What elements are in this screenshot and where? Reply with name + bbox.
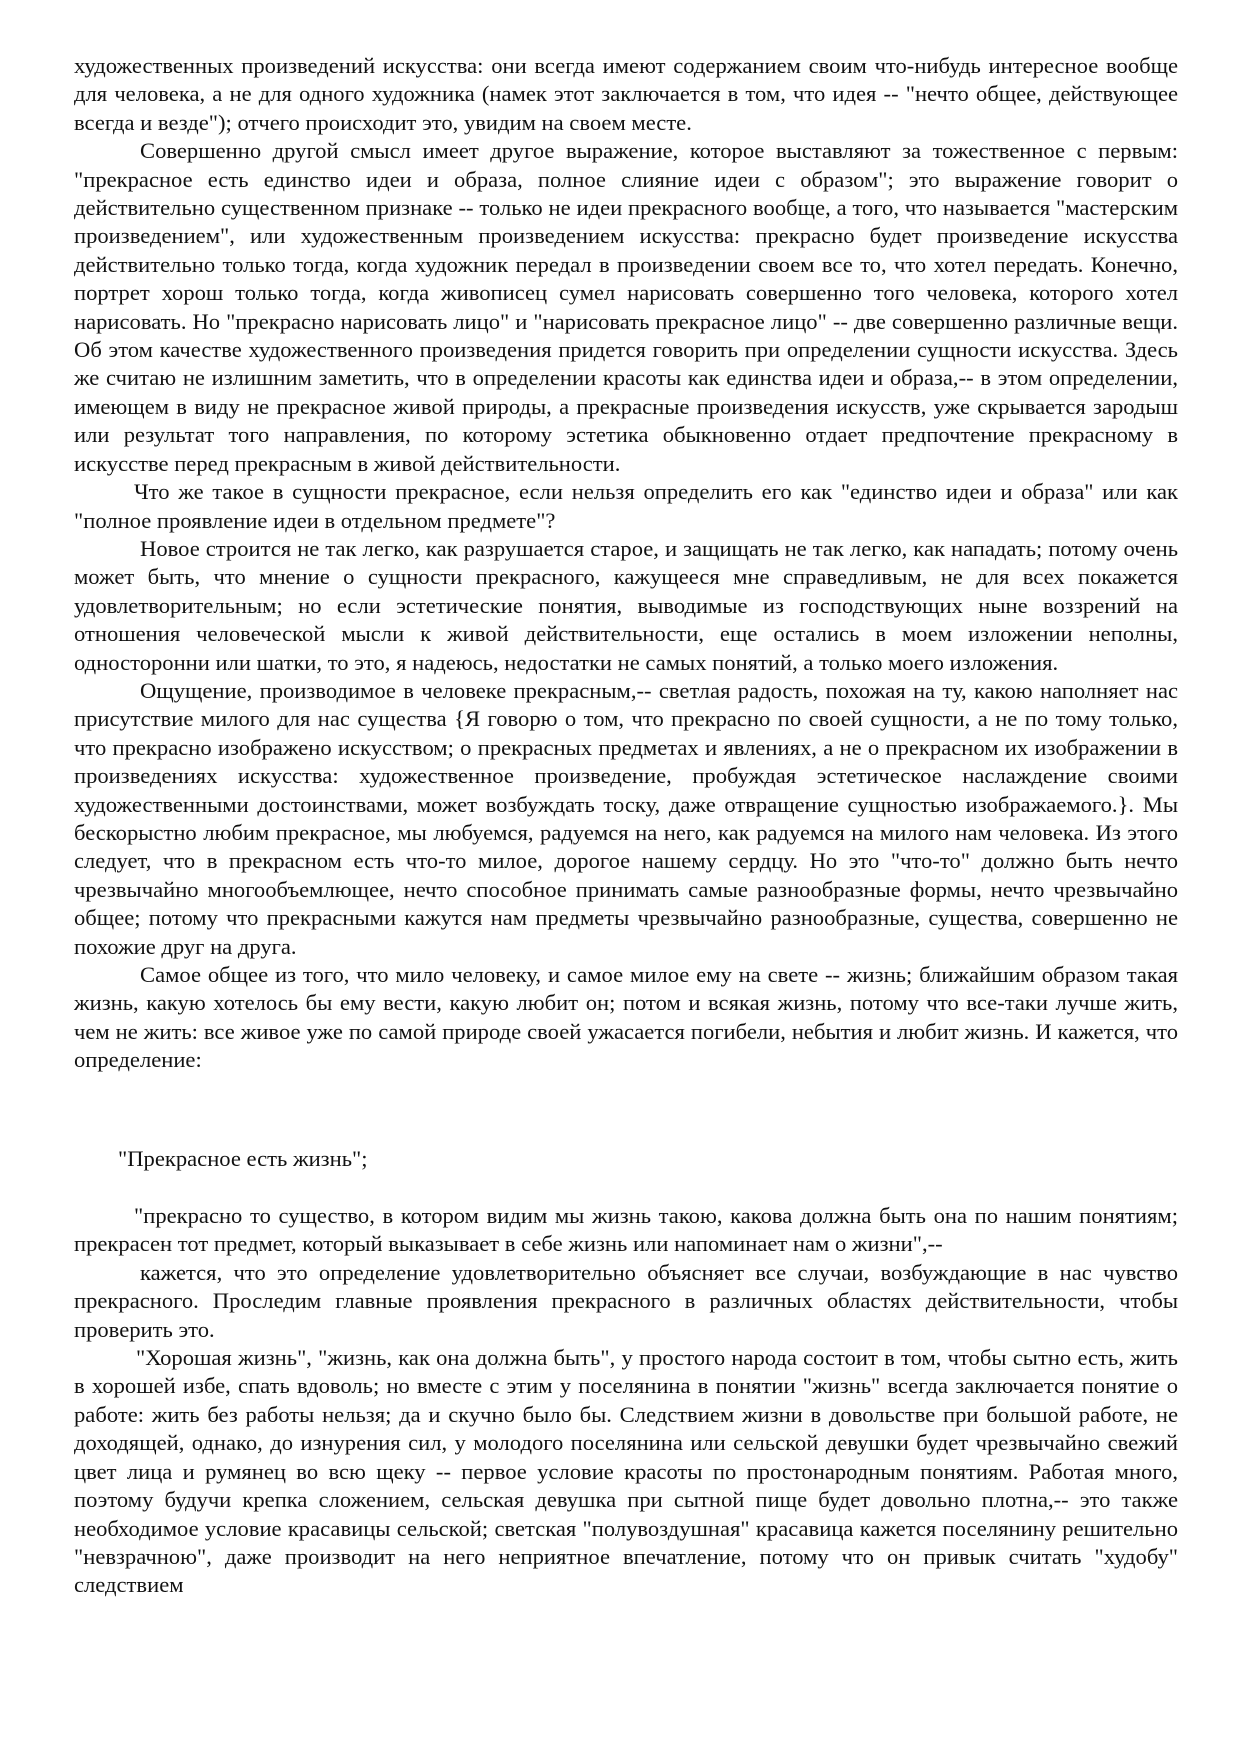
document-page: [74, 52, 1178, 1600]
spacer: [74, 1173, 1178, 1202]
paragraph-4: Новое строится не так легко, как разрушается старое, и защищать не так легко, как нападать; потому очень может быть, что мнение о сущности прекрасного, кажущееся мне справедливым, не для всех покажется удовлетворительным; но если эстетические понятия, выводимые из господствующих ныне воззрений на отношения человеческой мысли к живой действительности, еще остались в моем изложении неполны, односторонни или шатки, то это, я надеюсь, недостатки не самых понятий, а только моего изложения.: [74, 535, 1178, 675]
paragraph-7: кажется, что это определение удовлетворительно объясняет все случаи, возбуждающие в нас чувство прекрасного. Проследим главные проявления прекрасного в различных областях действительности, чтобы проверить это.: [74, 1259, 1178, 1342]
paragraph-8: "Хорошая жизнь", "жизнь, как она должна быть", у простого народа состоит в том, чтобы сытно есть, жить в хорошей избе, спать вдоволь; но вместе с этим у поселянина в понятии "жизнь" всегда заключается понятие о работе: жить без работы нельзя; да и скучно было бы. Следствием жизни в довольстве при большой работе, не доходящей, однако, до изнурения сил, у молодого поселянина или сельской девушки будет чрезвычайно свежий цвет лица и румянец во всю щеку -- первое условие красоты по простонародным понятиям. Работая много, поэтому будучи крепка сложением, сельская девушка при сытной пище будет довольно плотна,-- это также необходимое условие красавицы сельской; светская "полувоздушная" красавица кажется поселянину решительно "невзрачною", даже производит на него неприятное впечатление, потому что он привык считать "худобу" следствием: [74, 1345, 1178, 1598]
paragraph-1: художественных произведений искусства: они всегда имеют содержанием своим что-нибудь интересное вообще для человека, а не для одного художника (намек этот заключается в том, что идея -- "нечто общее, действующее всегда и везде"); отчего происходит это, увидим на своем месте.: [74, 53, 1178, 135]
paragraph-2: Совершенно другой смысл имеет другое выражение, которое выставляют за тожественное с первым: "прекрасное есть единство идеи и образа, полное слияние идеи с образом"; это выражение говорит о действительно существенном признаке -- только не идеи прекрасного вообще, а того, что называется "мастерским произведением", или художественным произведением искусства: прекрасно будет произведение искусства действительно только тогда, когда художник передал в произведении своем все то, что хотел передать. Конечно, портрет хорош только тогда, когда живописец сумел нарисовать совершенно того человека, которого хотел нарисовать. Но "прекрасно нарисовать лицо" и "нарисовать прекрасное лицо" -- две совершенно различные вещи. Об этом качестве художественного произведения придется говорить при определении сущности искусства. Здесь же считаю не излишним заметить, что в определении красоты как единства идеи и образа,-- в этом определении, имеющем в виду не прекрасное живой природы, а прекрасные произведения искусств, уже скрывается зародыш или результат того направления, по которому эстетика обыкновенно отдает предпочтение прекрасному в искусстве перед прекрасным в живой действительности.: [74, 138, 1178, 476]
paragraph-quote: "прекрасно то существо, в котором видим мы жизнь такою, какова должна быть она по нашим понятиям; прекрасен тот предмет, который выказывает в себе жизнь или напоминает нам о жизни",--: [74, 1203, 1178, 1257]
paragraph-5: Ощущение, производимое в человеке прекрасным,-- светлая радость, похожая на ту, какою наполняет нас присутствие милого для нас существа {Я говорю о том, что прекрасно по своей сущности, а не по тому только, что прекрасно изображено искусством; о прекрасных предметах и явлениях, а не о прекрасном их изображении в произведениях искусства: художественное произведение, пробуждая эстетическое наслаждение своими художественными достоинствами, может возбуждать тоску, даже отвращение сущностью изображаемого.}. Мы бескорыстно любим прекрасное, мы любуемся, радуемся на него, как радуемся на милого нам человека. Из этого следует, что в прекрасном есть что-то милое, дорогое нашему сердцу. Но это "что-то" должно быть нечто чрезвычайно многообъемлющее, нечто способное принимать самые разнообразные формы, нечто чрезвычайно общее; потому что прекрасными кажутся нам предметы чрезвычайно разнообразные, существа, совершенно не похожие друг на друга.: [74, 677, 1178, 959]
paragraph-3: Что же такое в сущности прекрасное, если нельзя определить его как "единство идеи и образа" или как "полное проявление идеи в отдельном предмете"?: [74, 479, 1178, 533]
definition-line: "Прекрасное есть жизнь";: [118, 1145, 368, 1171]
paragraph-6: Самое общее из того, что мило человеку, и самое милое ему на свете -- жизнь; ближайшим образом такая жизнь, какую хотелось бы ему вести, какую любит он; потом и всякая жизнь, потому что все-таки лучше жить, чем не жить: все живое уже по самой природе своей ужасается погибели, небытия и любит жизнь. И кажется, что определение:: [74, 962, 1178, 1073]
spacer: [74, 1075, 1178, 1145]
